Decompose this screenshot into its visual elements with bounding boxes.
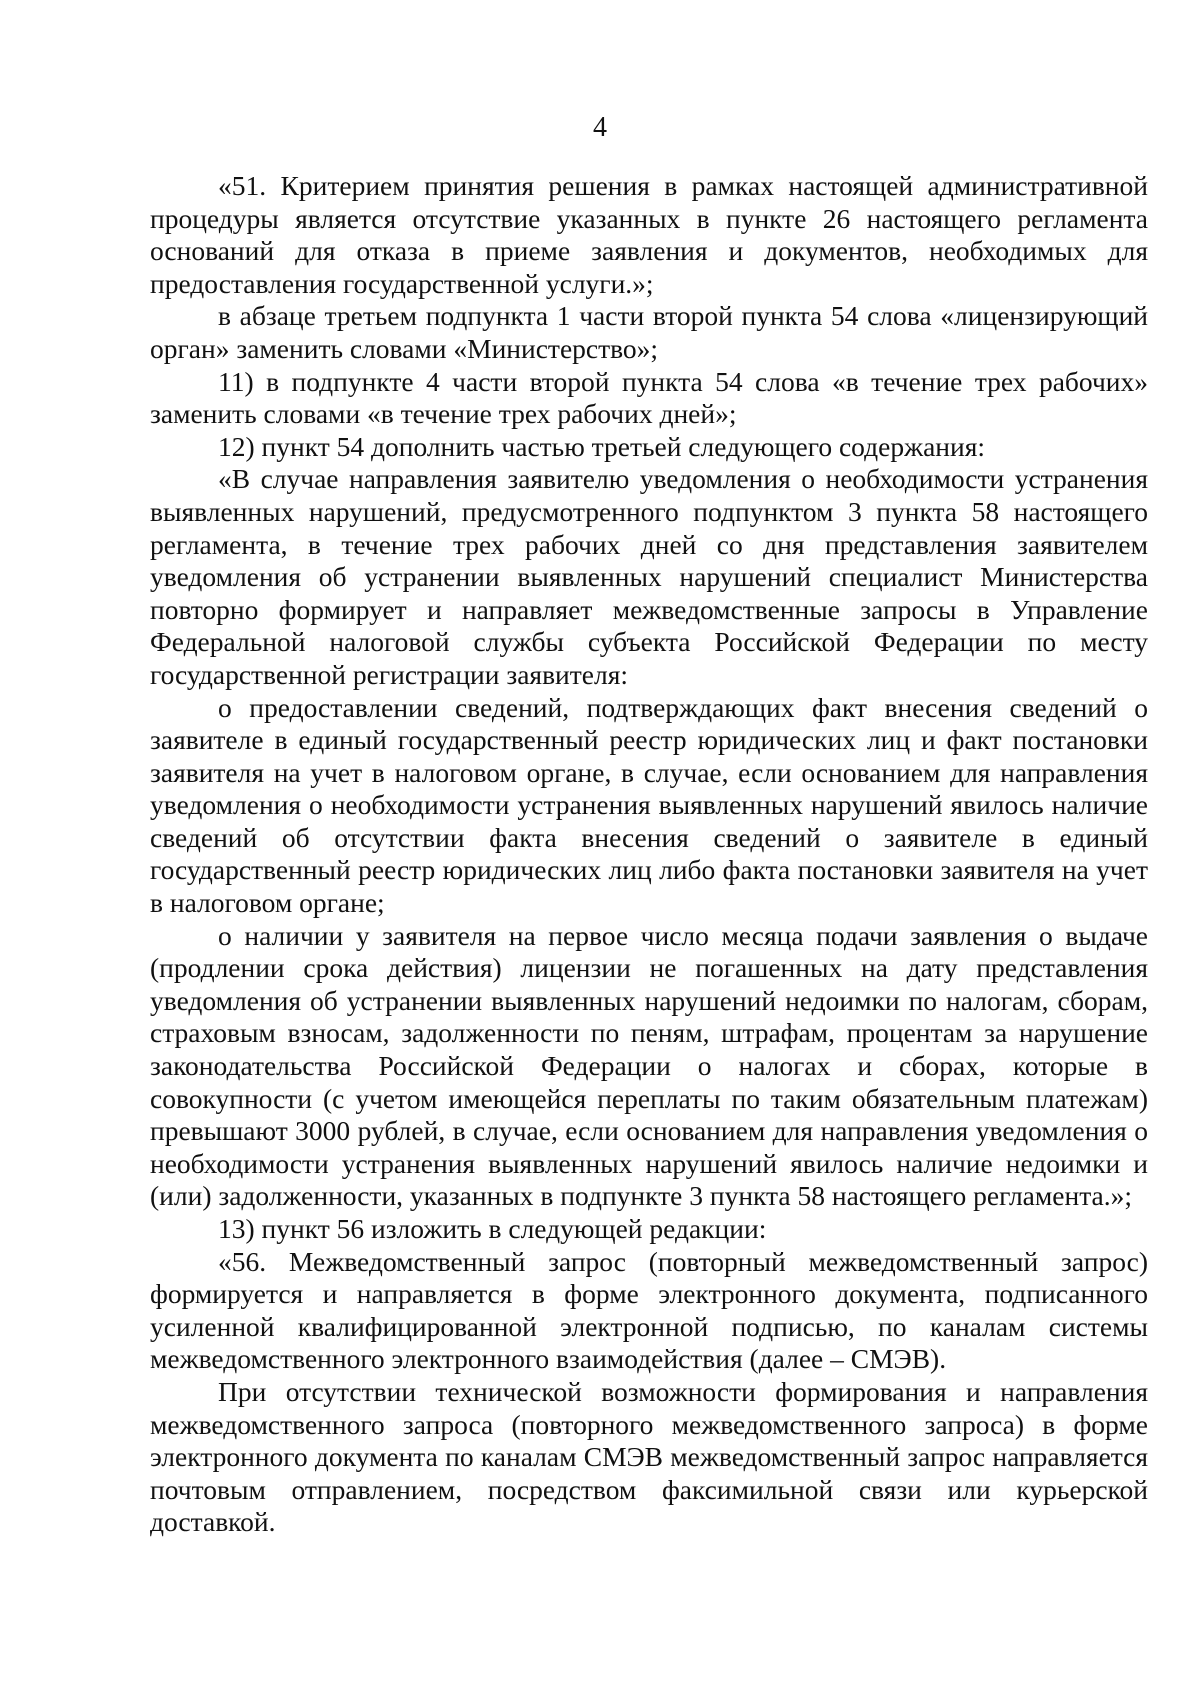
- paragraph-criterion-51: «51. Критерием принятия решения в рамках настоящей административной процедуры является отсутствие указанных в пункте 26 настоящего регламента оснований для отказа в приеме заявления и документов, необходимых для предоставления государственной услуги.»;: [150, 170, 1148, 299]
- paragraph-item-11: 11) в подпункте 4 части второй пункта 54 слова «в течение трех рабочих» заменить словами «в течение трех рабочих дней»;: [150, 365, 1148, 430]
- document-body: [150, 170, 1148, 1539]
- paragraph-licensing-body-replacement: в абзаце третьем подпункта 1 части второй пункта 54 слова «лицензирующий орган» заменить словами «Министерство»;: [150, 300, 1148, 364]
- paragraph-item-12: 12) пункт 54 дополнить частью третьей следующего содержания:: [218, 430, 986, 462]
- paragraph-item-13: 13) пункт 56 изложить в следующей редакции:: [218, 1213, 767, 1244]
- paragraph-no-technical-capability: При отсутствии технической возможности формирования и направления межведомственного запроса (повторного межведомственного запроса) в форме электронного документа по каналам СМЭВ межведомственный запрос направляется почтовым отправлением, посредством факсимильной связи или курьерской доставкой.: [150, 1375, 1148, 1538]
- paragraph-tax-arrears: о наличии у заявителя на первое число месяца подачи заявления о выдаче (продлении срока действия) лицензии не погашенных на дату представления уведомления об устранении выявленных нарушений недоимки по налогам, сборам, страховым взносам, задолженности по пеням, штрафам, процентам за нарушение законодательства Российской Федерации о налогах и сборах, которые в совокупности (с учетом имеющейся переплаты по таким обязательным платежам) превышают 3000 рублей, в случае, если основанием для направления уведомления о необходимости устранения выявленных нарушений явилось наличие недоимки и (или) задолженности, указанных в подпункте 3 пункта 58 настоящего регламента.»;: [150, 919, 1148, 1212]
- paragraph-notification-case: «В случае направления заявителю уведомления о необходимости устранения выявленных нарушений, предусмотренного подпунктом 3 пункта 58 настоящего регламента, в течение трех рабочих дней со дня представления заявителем уведомления об устранении выявленных нарушений специалист Министерства повторно формирует и направляет межведомственные запросы в Управление Федеральной налоговой службы субъекта Российской Федерации по месту государственной регистрации заявителя:: [150, 463, 1148, 690]
- paragraph-interagency-request-56: «56. Межведомственный запрос (повторный межведомственный запрос) формируется и направляется в форме электронного документа, подписанного усиленной квалифицированной электронной подписью, по каналам системы межведомственного электронного взаимодействия (далее – СМЭВ).: [150, 1245, 1148, 1375]
- paragraph-registry-info: о предоставлении сведений, подтверждающих факт внесения сведений о заявителе в единый государственный реестр юридических лиц и факт постановки заявителя на учет в налоговом органе, в случае, если основанием для направления уведомления о необходимости устранения выявленных нарушений явилось наличие сведений об отсутствии факта внесения сведений о заявителе в единый государственный реестр юридических лиц либо факта постановки заявителя на учет в налоговом органе;: [150, 691, 1148, 919]
- page-number: 4: [593, 112, 607, 143]
